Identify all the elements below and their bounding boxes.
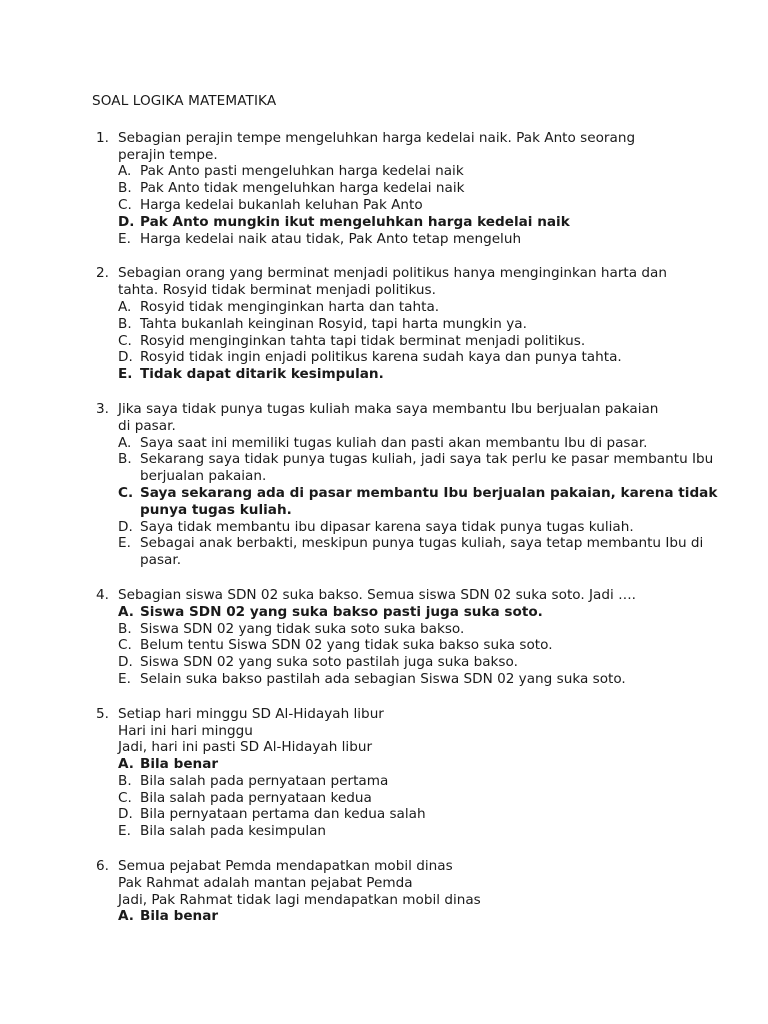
answer-option bbox=[118, 637, 728, 654]
question-stem-line: Semua pejabat Pemda mendapatkan mobil dinas bbox=[118, 858, 453, 875]
option-letter: B. bbox=[118, 772, 132, 789]
option-letter: E. bbox=[118, 535, 131, 552]
answer-option bbox=[118, 333, 728, 350]
option-text: Rosyid tidak ingin enjadi politikus karena sudah kaya dan punya tahta. bbox=[140, 349, 622, 366]
question-stem-line: Sebagian perajin tempe mengeluhkan harga kedelai naik. Pak Anto seorang bbox=[118, 129, 636, 146]
option-letter: B. bbox=[118, 620, 132, 637]
option-letter: D. bbox=[118, 349, 133, 366]
option-text: Belum tentu Siswa SDN 02 yang tidak suka bakso suka soto. bbox=[140, 637, 553, 654]
option-text: Selain suka bakso pastilah ada sebagian Siswa SDN 02 yang suka soto. bbox=[140, 670, 626, 687]
answer-option-correct bbox=[118, 756, 728, 773]
question-stem-line: Jika saya tidak punya tugas kuliah maka saya membantu Ibu berjualan pakaian bbox=[118, 400, 659, 417]
option-letter: C. bbox=[118, 196, 132, 213]
answer-option bbox=[118, 654, 728, 671]
answer-option-correct bbox=[118, 366, 728, 383]
option-letter: A. bbox=[118, 756, 134, 773]
answer-options bbox=[118, 435, 728, 569]
answer-option bbox=[118, 806, 728, 823]
question-stem-line: Sebagian siswa SDN 02 suka bakso. Semua siswa SDN 02 suka soto. Jadi …. bbox=[118, 586, 636, 603]
question-stem-line: Jadi, hari ini pasti SD Al-Hidayah libur bbox=[118, 739, 373, 756]
option-text: Sebagai anak berbakti, meskipun punya tugas kuliah, saya tetap membantu Ibu di pasar. bbox=[140, 535, 704, 569]
question-stem bbox=[118, 130, 728, 164]
question-number: 1. bbox=[96, 129, 109, 146]
question-stem-line: tahta. Rosyid tidak berminat menjadi politikus. bbox=[118, 282, 436, 299]
question-stem-line: Setiap hari minggu SD Al-Hidayah libur bbox=[118, 705, 384, 722]
option-letter: E. bbox=[118, 823, 131, 840]
option-text: Bila benar bbox=[140, 756, 219, 773]
option-letter: C. bbox=[118, 484, 134, 501]
answer-option bbox=[118, 163, 728, 180]
option-letter: C. bbox=[118, 637, 132, 654]
option-text: Sekarang saya tidak punya tugas kuliah, jadi saya tak perlu ke pasar membantu Ibu berjualan pakaian. bbox=[140, 451, 714, 485]
answer-option-correct bbox=[118, 214, 728, 231]
question-stem-line: di pasar. bbox=[118, 417, 176, 434]
answer-options bbox=[118, 908, 728, 925]
option-text: Siswa SDN 02 yang suka bakso pasti juga suka soto. bbox=[140, 603, 543, 620]
answer-option bbox=[118, 299, 728, 316]
answer-option bbox=[118, 519, 728, 536]
answer-option bbox=[118, 790, 728, 807]
question-stem-line: Pak Rahmat adalah mantan pejabat Pemda bbox=[118, 874, 413, 891]
question-stem bbox=[118, 401, 728, 435]
option-text: Siswa SDN 02 yang tidak suka soto suka bakso. bbox=[140, 620, 465, 637]
option-letter: B. bbox=[118, 315, 132, 332]
option-text: Rosyid tidak menginginkan harta dan tahta. bbox=[140, 298, 440, 315]
answer-option bbox=[118, 197, 728, 214]
option-letter: B. bbox=[118, 451, 132, 468]
option-letter: D. bbox=[118, 518, 133, 535]
option-letter: A. bbox=[118, 298, 132, 315]
option-letter: D. bbox=[118, 654, 133, 671]
question-item bbox=[92, 265, 728, 383]
answer-option-correct bbox=[118, 908, 728, 925]
answer-option bbox=[118, 435, 728, 452]
option-text: Saya saat ini memiliki tugas kuliah dan pasti akan membantu Ibu di pasar. bbox=[140, 434, 648, 451]
option-letter: E. bbox=[118, 366, 133, 383]
option-letter: D. bbox=[118, 213, 135, 230]
option-text: Bila pernyataan pertama dan kedua salah bbox=[140, 806, 426, 823]
option-letter: D. bbox=[118, 806, 133, 823]
answer-option-correct bbox=[118, 485, 728, 519]
option-text: Tidak dapat ditarik kesimpulan. bbox=[140, 366, 384, 383]
answer-option bbox=[118, 451, 728, 485]
question-item bbox=[92, 587, 728, 688]
answer-option bbox=[118, 231, 728, 248]
answer-option-correct bbox=[118, 604, 728, 621]
option-letter: E. bbox=[118, 230, 131, 247]
option-text: Rosyid menginginkan tahta tapi tidak berminat menjadi politikus. bbox=[140, 332, 586, 349]
question-stem-line: Jadi, Pak Rahmat tidak lagi mendapatkan mobil dinas bbox=[118, 891, 481, 908]
answer-option bbox=[118, 671, 728, 688]
option-letter: C. bbox=[118, 332, 132, 349]
question-stem bbox=[118, 265, 728, 299]
question-stem bbox=[118, 587, 728, 604]
option-text: Siswa SDN 02 yang suka soto pastilah juga suka bakso. bbox=[140, 654, 518, 671]
answer-options bbox=[118, 756, 728, 840]
option-text: Bila salah pada pernyataan kedua bbox=[140, 789, 372, 806]
option-text: Saya sekarang ada di pasar membantu Ibu berjualan pakaian, karena tidak punya tugas kuliah. bbox=[140, 484, 718, 518]
option-letter: C. bbox=[118, 789, 132, 806]
option-text: Harga kedelai bukanlah keluhan Pak Anto bbox=[140, 196, 423, 213]
question-stem-line: perajin tempe. bbox=[118, 146, 218, 163]
option-text: Bila salah pada kesimpulan bbox=[140, 823, 327, 840]
option-text: Tahta bukanlah keinginan Rosyid, tapi harta mungkin ya. bbox=[140, 315, 527, 332]
question-stem-line: Hari ini hari minggu bbox=[118, 722, 253, 739]
option-letter: E. bbox=[118, 670, 131, 687]
question-stem bbox=[118, 706, 728, 756]
answer-option bbox=[118, 349, 728, 366]
answer-option bbox=[118, 773, 728, 790]
option-text: Bila salah pada pernyataan pertama bbox=[140, 772, 389, 789]
answer-option bbox=[118, 180, 728, 197]
answer-option bbox=[118, 621, 728, 638]
question-stem-line: Sebagian orang yang berminat menjadi politikus hanya menginginkan harta dan bbox=[118, 265, 667, 282]
answer-options bbox=[118, 299, 728, 383]
question-item bbox=[92, 130, 728, 248]
question-list bbox=[92, 130, 728, 925]
answer-option bbox=[118, 316, 728, 333]
question-item bbox=[92, 858, 728, 925]
answer-options bbox=[118, 604, 728, 688]
question-item bbox=[92, 706, 728, 840]
option-letter: B. bbox=[118, 180, 132, 197]
question-stem bbox=[118, 858, 728, 908]
option-letter: A. bbox=[118, 163, 132, 180]
option-text: Bila benar bbox=[140, 908, 219, 925]
option-text: Saya tidak membantu ibu dipasar karena saya tidak punya tugas kuliah. bbox=[140, 518, 634, 535]
question-number: 2. bbox=[96, 265, 109, 282]
question-number: 5. bbox=[96, 705, 109, 722]
option-letter: A. bbox=[118, 603, 134, 620]
option-letter: A. bbox=[118, 434, 132, 451]
option-text: Harga kedelai naik atau tidak, Pak Anto tetap mengeluh bbox=[140, 230, 522, 247]
answer-option bbox=[118, 823, 728, 840]
option-text: Pak Anto tidak mengeluhkan harga kedelai naik bbox=[140, 180, 465, 197]
question-number: 6. bbox=[96, 858, 109, 875]
question-item bbox=[92, 401, 728, 569]
option-text: Pak Anto mungkin ikut mengeluhkan harga kedelai naik bbox=[140, 213, 570, 230]
document-title: SOAL LOGIKA MATEMATIKA bbox=[92, 93, 277, 109]
question-number: 3. bbox=[96, 400, 109, 417]
question-number: 4. bbox=[96, 586, 109, 603]
answer-option bbox=[118, 535, 728, 569]
option-letter: A. bbox=[118, 908, 134, 925]
answer-options bbox=[118, 163, 728, 247]
option-text: Pak Anto pasti mengeluhkan harga kedelai naik bbox=[140, 163, 464, 180]
